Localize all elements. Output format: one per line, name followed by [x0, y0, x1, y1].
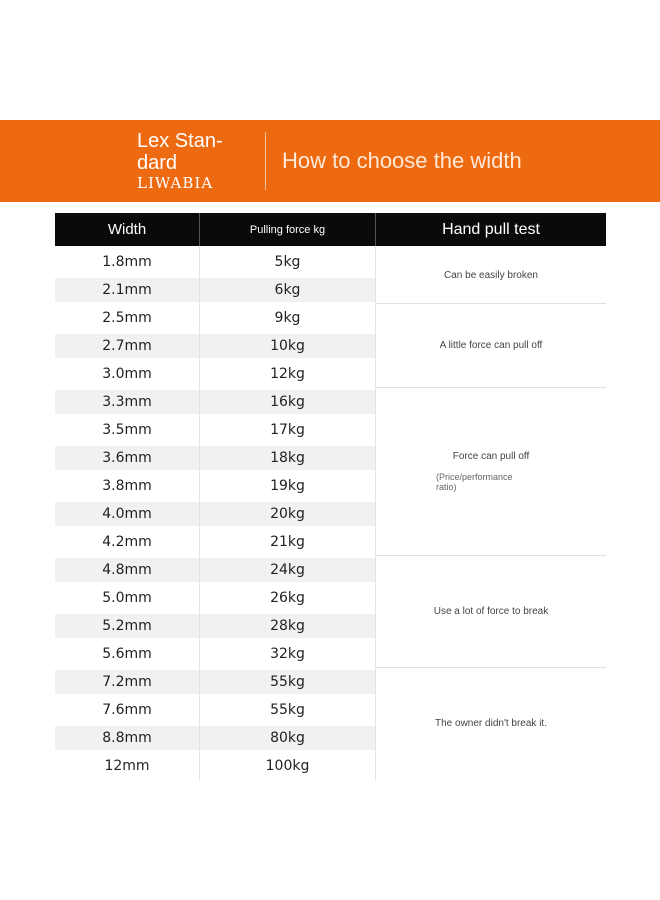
hand-pull-group	[376, 556, 606, 668]
table-row	[55, 472, 375, 500]
force-cell: 12kg	[270, 366, 305, 382]
width-cell: 5.0mm	[102, 590, 152, 606]
width-cell: 4.2mm	[102, 534, 152, 550]
table-row	[55, 360, 375, 388]
width-cell: 12mm	[104, 758, 150, 774]
force-cell: 10kg	[200, 334, 375, 358]
table-row	[55, 696, 375, 724]
force-cell: 55kg	[200, 670, 375, 694]
force-cell: 6kg	[200, 278, 375, 302]
width-cell: 3.0mm	[102, 366, 152, 382]
brand-logo: LIWABIA	[137, 174, 214, 192]
width-cell: 3.8mm	[102, 478, 152, 494]
width-cell: 1.8mm	[102, 254, 152, 270]
width-cell: 7.6mm	[102, 702, 152, 718]
hand-pull-group	[376, 304, 606, 388]
hand-pull-result: Use a lot of force to break	[433, 606, 549, 617]
width-cell: 3.3mm	[55, 390, 199, 414]
width-cell: 2.1mm	[55, 278, 199, 302]
hand-pull-result: Can be easily broken	[444, 270, 538, 281]
force-cell: 20kg	[200, 502, 375, 526]
width-cell: 8.8mm	[55, 726, 199, 750]
banner-divider	[265, 132, 266, 190]
table-row	[55, 584, 375, 612]
table-row	[55, 500, 375, 528]
hand-pull-group	[376, 248, 606, 304]
table-row	[55, 752, 375, 780]
table-row	[55, 612, 375, 640]
force-cell: 21kg	[270, 534, 305, 550]
width-cell: 4.8mm	[55, 558, 199, 582]
force-cell: 19kg	[270, 478, 305, 494]
force-cell: 17kg	[270, 422, 305, 438]
table-row	[55, 276, 375, 304]
table-row	[55, 556, 375, 584]
force-cell: 55kg	[270, 702, 305, 718]
table-row	[55, 416, 375, 444]
width-cell: 2.5mm	[102, 310, 152, 326]
force-cell: 80kg	[200, 726, 375, 750]
width-cell: 2.7mm	[55, 334, 199, 358]
table-row	[55, 724, 375, 752]
force-cell: 100kg	[265, 758, 310, 774]
table-row	[55, 248, 375, 276]
width-cell: 3.6mm	[55, 446, 199, 470]
hand-pull-result: Force can pull off	[452, 451, 530, 462]
width-cell: 5.6mm	[102, 646, 152, 662]
force-cell: 26kg	[270, 590, 305, 606]
hand-pull-note: (Price/performance ratio)	[436, 472, 513, 492]
table-row	[55, 640, 375, 668]
force-cell: 9kg	[274, 310, 301, 326]
header-hand-pull-test: Hand pull test	[442, 220, 540, 238]
brand-name-line2: dard	[137, 152, 178, 174]
width-cell: 7.2mm	[55, 670, 199, 694]
hand-pull-result: The owner didn't break it.	[435, 718, 547, 729]
brand-name-line1: Lex Stan-	[137, 130, 223, 152]
table-row	[55, 332, 375, 360]
width-cell: 4.0mm	[55, 502, 199, 526]
page-title: How to choose the width	[282, 148, 522, 173]
force-cell: 28kg	[200, 614, 375, 638]
header-pulling-force: Pulling force kg	[249, 223, 326, 236]
hand-pull-result: A little force can pull off	[439, 340, 543, 351]
spec-table-rows	[55, 248, 375, 780]
hand-pull-group	[376, 668, 606, 779]
force-cell: 5kg	[274, 254, 301, 270]
force-cell: 24kg	[200, 558, 375, 582]
force-cell: 18kg	[200, 446, 375, 470]
table-row	[55, 528, 375, 556]
brand-block	[137, 130, 257, 192]
width-cell: 5.2mm	[55, 614, 199, 638]
table-row	[55, 388, 375, 416]
table-row	[55, 444, 375, 472]
table-header	[55, 213, 606, 246]
force-cell: 16kg	[200, 390, 375, 414]
header-width: Width	[107, 221, 147, 238]
table-row	[55, 304, 375, 332]
force-cell: 32kg	[270, 646, 305, 662]
table-row	[55, 668, 375, 696]
width-cell: 3.5mm	[102, 422, 152, 438]
title-banner	[0, 120, 660, 202]
hand-pull-group	[376, 388, 606, 556]
